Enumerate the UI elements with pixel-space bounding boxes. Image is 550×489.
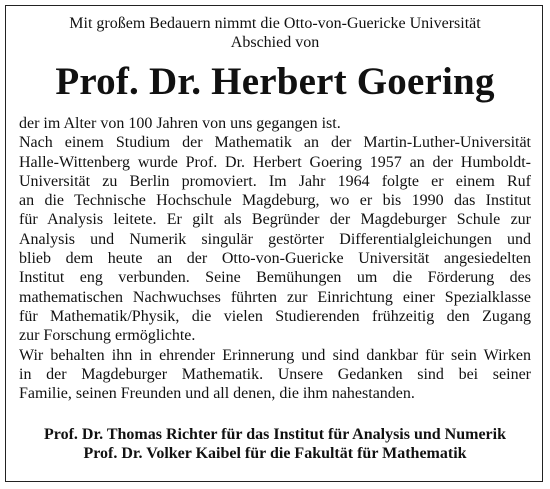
paragraph-2-line: mathematischen Nachwuchses führten zur Einrichtung einer Spezialklasse	[19, 288, 531, 306]
obituary-notice	[19, 14, 531, 463]
paragraph-2-line: blieb dem heute an der Otto-von-Guericke Universität angesiedelten	[19, 250, 531, 268]
obituary-body	[19, 114, 531, 403]
paragraph-1-line: der im Alter von 100 Jahren von uns gegangen ist.	[19, 115, 341, 132]
paragraph-3	[19, 346, 531, 404]
paragraph-3-line: in der Magdeburger Mathematik. Unsere Gedanken sind bei seiner	[19, 365, 531, 383]
signature-line-1: Prof. Dr. Thomas Richter für das Institut für Analysis und Numerik	[44, 426, 506, 444]
paragraph-3-line: Wir behalten ihn in ehrender Erinnerung und sind dankbar für sein Wirken	[19, 346, 531, 364]
paragraph-2-line: Analysis und Numerik singulär gestörter Differentialgleichungen und	[19, 230, 531, 248]
intro-text	[19, 14, 531, 52]
intro-line-2: Abschied von	[230, 34, 320, 51]
paragraph-2-line: für Analysis leitete. Er gilt als Begründer der Magdeburger Schule zur	[19, 211, 531, 229]
deceased-name: Prof. Dr. Herbert Goering	[55, 60, 495, 103]
signature-line-2: Prof. Dr. Volker Kaibel für die Fakultät für Mathematik	[83, 445, 467, 463]
paragraph-2-line: Universität zu Berlin promoviert. Im Jahr 1964 folgte er einem Ruf	[19, 172, 531, 190]
intro-line-1: Mit großem Bedauern nimmt die Otto-von-Guericke Universität	[69, 15, 481, 32]
paragraph-2	[19, 133, 531, 345]
signatures	[19, 425, 531, 463]
paragraph-2-line: Institut eng verbunden. Seine Bemühungen um die Förderung des	[19, 269, 531, 287]
paragraph-2-line: an die Technische Hochschule Magdeburg, wo er bis 1990 das Institut	[19, 192, 531, 210]
paragraph-1	[19, 114, 531, 133]
paragraph-2-line: zur Forschung ermöglichte.	[19, 327, 196, 345]
paragraph-2-line: Nach einem Studium der Mathematik an der Martin-Luther-Universität	[19, 134, 531, 152]
paragraph-3-line: Familie, seinen Freunden und all denen, die ihm nahestanden.	[19, 385, 415, 403]
paragraph-2-line: für Mathematik/Physik, die vielen Studierenden frühzeitig den Zugang	[19, 307, 531, 325]
paragraph-2-line: Halle-Wittenberg wurde Prof. Dr. Herbert Goering 1957 an der Humboldt-	[19, 153, 531, 171]
